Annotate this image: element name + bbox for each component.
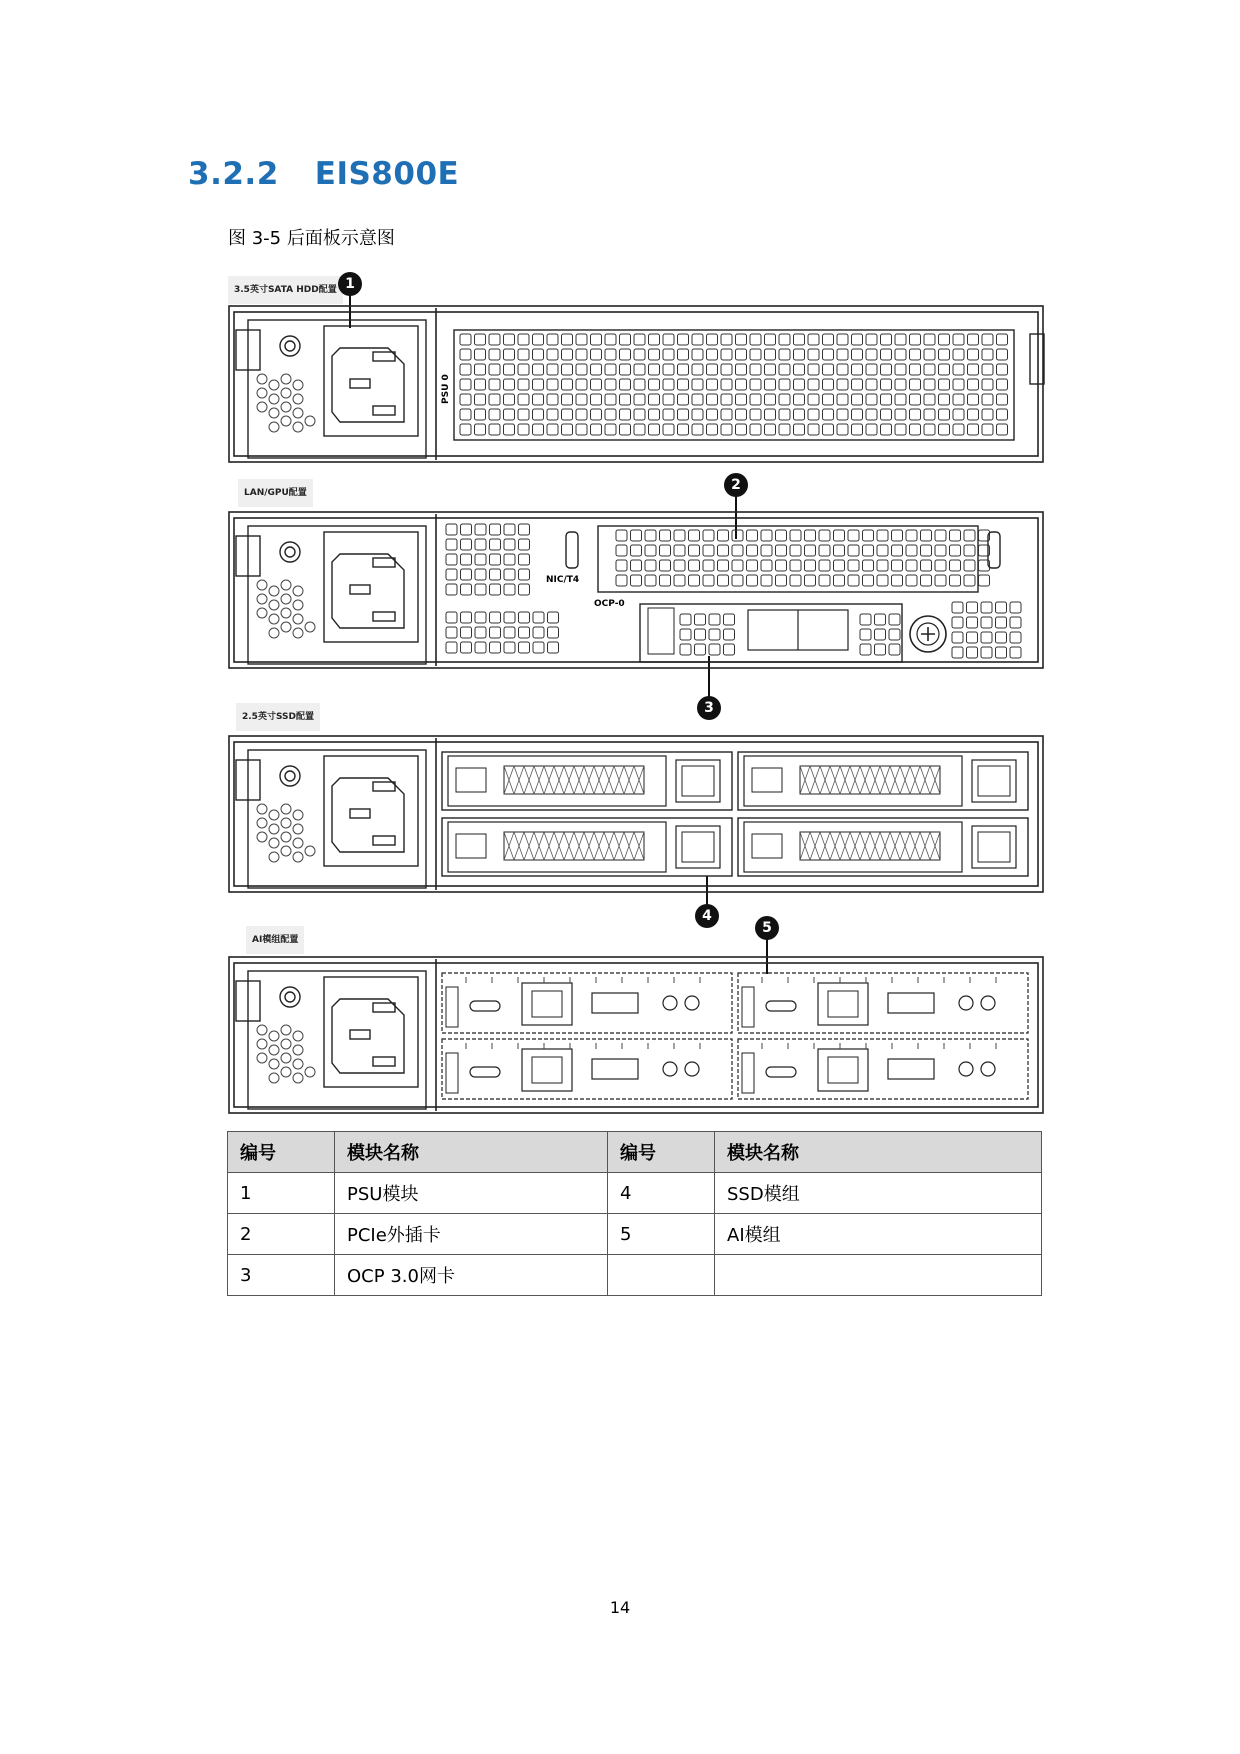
vent-grid [446,612,559,653]
table-cell: PSU模块 [335,1173,608,1214]
ssd-tray-1 [442,752,732,810]
table-cell: OCP 3.0网卡 [335,1255,608,1296]
ai-module-2 [738,973,1028,1033]
psu-module [236,320,426,458]
table-cell [715,1255,1042,1296]
table-cell: 2 [228,1214,335,1255]
table-row [228,1173,1042,1214]
pcie-card [598,526,990,592]
hdd-vent-grid [454,330,1014,440]
ocp-card [640,604,902,662]
ssd-config-panel [228,734,1046,894]
ocp-label: OCP-0 [594,599,625,609]
vent-grid [446,524,530,595]
table-header-row [228,1132,1042,1173]
module-legend-table [227,1131,1042,1296]
ai-config-panel [228,955,1046,1115]
vent-grid [680,614,735,655]
nic-label: NIC/T4 [546,575,580,585]
ssd-tray-4 [738,818,1028,876]
callout-3: 3 [697,696,721,720]
ssd-tray-2 [738,752,1028,810]
vent-grid [460,334,1008,435]
callout-4: 4 [695,904,719,928]
header-id: 编号 [608,1132,715,1173]
callout-5: 5 [755,916,779,940]
section-number: 3.2.2 [188,156,279,192]
section-heading [188,156,459,192]
config-label-lan-gpu: LAN/GPU配置 [238,479,313,507]
table-cell: PCIe外插卡 [335,1214,608,1255]
config-label-ssd: 2.5英寸SSD配置 [236,703,320,731]
config-label-hdd: 3.5英寸SATA HDD配置 [228,276,343,304]
psu-label: PSU 0 [441,374,451,404]
vent-grid [952,602,1021,658]
ai-module-1 [442,973,732,1033]
table-cell: AI模组 [715,1214,1042,1255]
header-module-name: 模块名称 [335,1132,608,1173]
ssd-tray-3 [442,818,732,876]
table-cell: 3 [228,1255,335,1296]
figure-caption: 图 3-5 后面板示意图 [228,228,395,249]
table-cell: 4 [608,1173,715,1214]
vent-grid [860,614,900,655]
page-number: 14 [609,1598,631,1617]
table-row [228,1214,1042,1255]
header-module-name: 模块名称 [715,1132,1042,1173]
table-cell: 5 [608,1214,715,1255]
table-cell [608,1255,715,1296]
table-row [228,1255,1042,1296]
callout-1: 1 [338,272,362,296]
ai-module-3 [442,1039,732,1099]
header-id: 编号 [228,1132,335,1173]
section-title: EIS800E [314,156,460,192]
vent-grid [616,530,990,586]
config-label-ai: AI模组配置 [246,926,304,954]
callout-2: 2 [724,473,748,497]
hdd-config-panel [228,304,1046,466]
lan-gpu-config-panel [228,510,1046,672]
table-cell: 1 [228,1173,335,1214]
table-cell: SSD模组 [715,1173,1042,1214]
ai-module-4 [738,1039,1028,1099]
